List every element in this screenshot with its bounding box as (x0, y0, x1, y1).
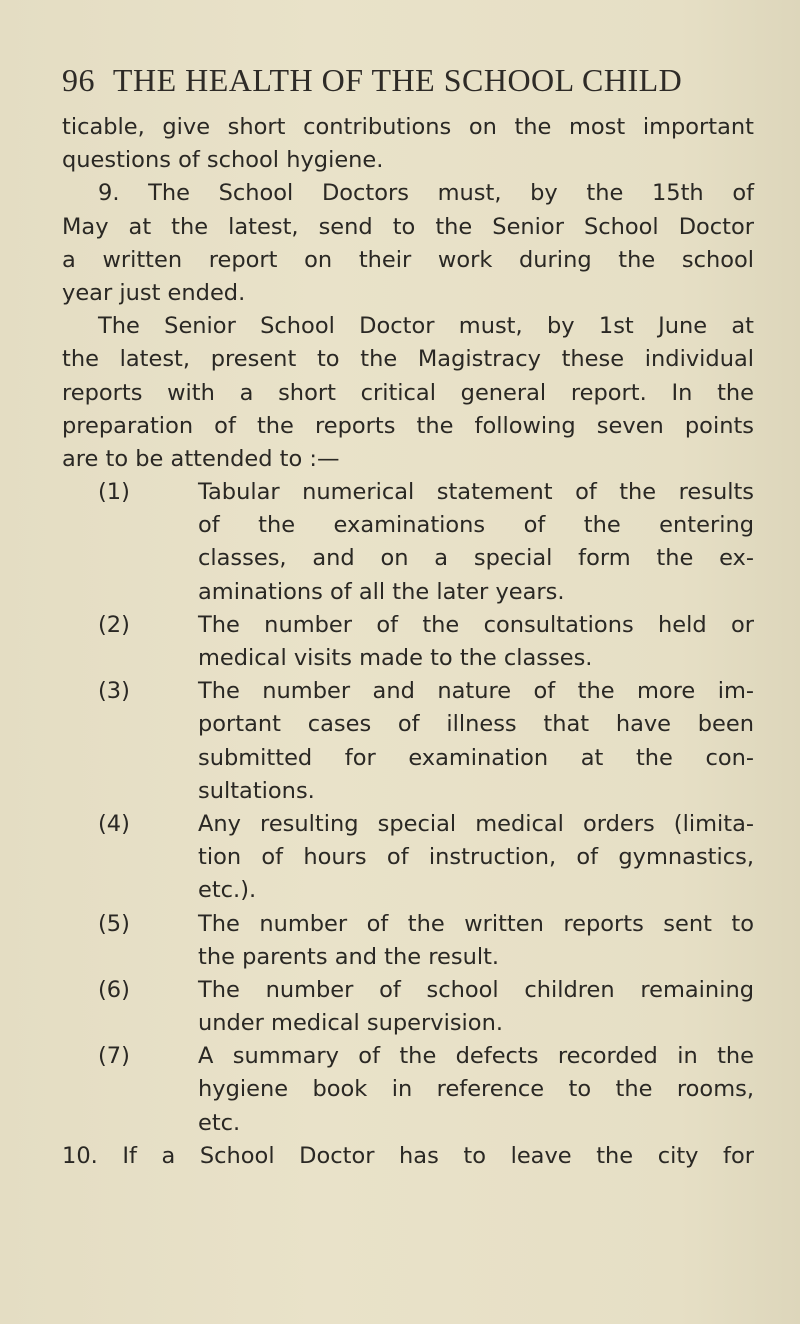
list-item (62, 609, 754, 642)
list-item-line: The number of the consultations held or (198, 611, 754, 638)
list-item-line: classes, and on a special form the ex- (198, 545, 754, 572)
list-item-number: (5) (98, 910, 130, 937)
list-item-line: A summary of the defects recorded in the (198, 1043, 754, 1070)
list-item-line: etc.). (198, 877, 257, 904)
list-item-continuation (62, 1007, 754, 1040)
paragraph-9-line: 9. The School Doctors must, by the 15th of (98, 180, 754, 207)
list-item-line: Tabular numerical statement of the results (198, 479, 754, 506)
list-item (62, 974, 754, 1007)
list-item-continuation (62, 742, 754, 775)
list-item-number: (7) (98, 1043, 130, 1070)
list-item (62, 675, 754, 708)
list-item-line: the parents and the result. (198, 943, 500, 970)
paragraph-line: the latest, present to the Magistracy these individual (62, 346, 754, 373)
text-line: questions of school hygiene. (62, 147, 384, 174)
paragraph-9-line: a written report on their work during the school (62, 246, 754, 273)
list-item-line: portant cases of illness that have been (198, 711, 754, 738)
list-item-line: tion of hours of instruction, of gymnastics, (198, 844, 754, 871)
list-item-number: (6) (98, 976, 130, 1003)
paragraph-9-line: year just ended. (62, 279, 246, 306)
list-item-continuation (62, 1107, 754, 1140)
list-item-continuation (62, 542, 754, 575)
body-text (62, 111, 754, 1173)
list-item-number: (1) (98, 479, 130, 506)
text-line: ticable, give short contributions on the most important (62, 114, 754, 140)
list-item-line: aminations of all the later years. (198, 578, 565, 605)
list-item-continuation (62, 509, 754, 542)
list-item-number: (4) (98, 810, 130, 837)
list-item-line: medical visits made to the classes. (198, 645, 593, 671)
list-item-line: The number of school children remaining (198, 976, 754, 1003)
list-item-number: (3) (98, 678, 130, 705)
paragraph-9-line: May at the latest, send to the Senior School Doctor (62, 213, 754, 240)
running-header (62, 62, 742, 99)
list-item-continuation (62, 841, 754, 874)
list-item-continuation (62, 708, 754, 741)
list-item-number: (2) (98, 611, 130, 638)
list-item-continuation (62, 775, 754, 808)
list-item-line: hygiene book in reference to the rooms, (198, 1076, 754, 1103)
page-number: 96 (62, 62, 95, 98)
list-item (62, 808, 754, 841)
paragraph-line: reports with a short critical general report. In the (62, 379, 754, 406)
running-title: THE HEALTH OF THE SCHOOL CHILD (112, 62, 683, 98)
list-item-continuation (62, 874, 754, 907)
list-item-line: Any resulting special medical orders (limita- (198, 810, 754, 837)
list-item (62, 476, 754, 509)
list-item-line: The number and nature of the more im- (198, 678, 754, 705)
list-item-continuation (62, 941, 754, 974)
list-item-line: of the examinations of the entering (198, 512, 754, 539)
list-item-line: The number of the written reports sent to (198, 910, 754, 937)
paragraph-10-line: 10. If a School Doctor has to leave the city for (62, 1142, 754, 1169)
list-item-line: sultations. (198, 777, 315, 804)
list-item-continuation (62, 1073, 754, 1106)
list-item-line: etc. (198, 1109, 241, 1136)
list-item-line: submitted for examination at the con- (198, 744, 754, 771)
list-item-line: under medical supervision. (198, 1010, 503, 1037)
paragraph-line: The Senior School Doctor must, by 1st June at (98, 313, 754, 340)
paragraph-line: are to be attended to :— (62, 445, 340, 472)
list-item-continuation (62, 576, 754, 609)
paragraph-line: preparation of the reports the following seven points (62, 412, 754, 439)
list-item-continuation (62, 642, 754, 675)
list-item (62, 908, 754, 941)
list-item (62, 1040, 754, 1073)
